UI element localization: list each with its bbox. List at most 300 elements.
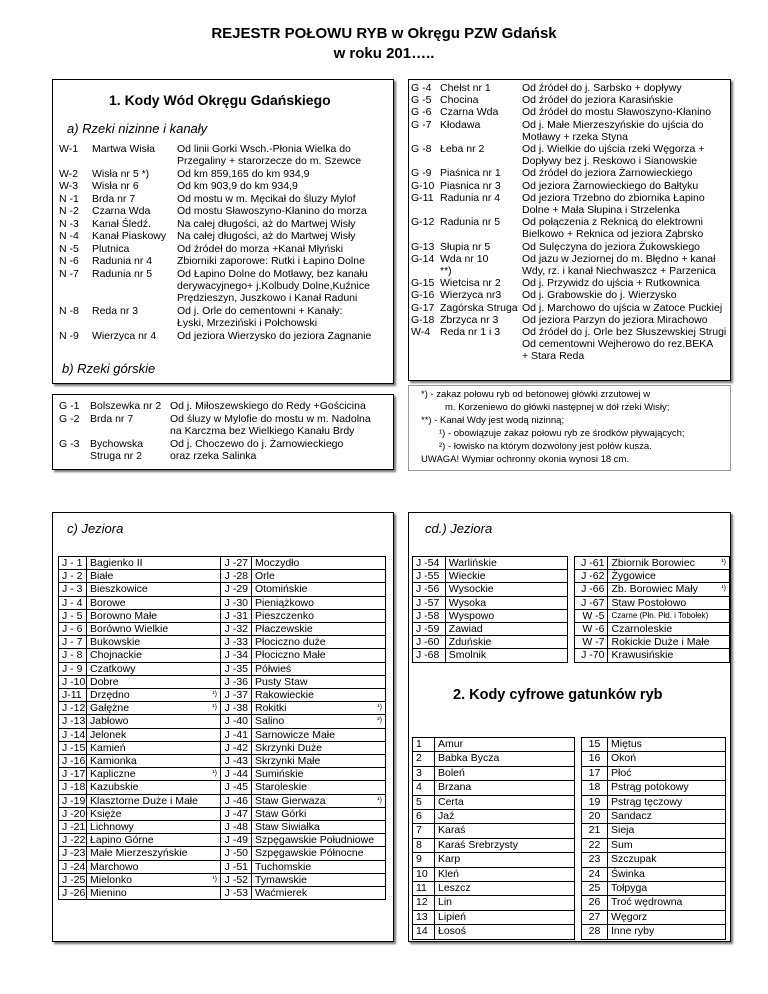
table-cell: Pieniążkowo: [252, 596, 362, 609]
table-cell: J -56: [413, 583, 446, 596]
lowland-rivers-heading: a) Rzeki nizinne i kanały: [67, 121, 208, 136]
table-cell: Rakowieckie: [252, 689, 362, 702]
table-cell: J -29: [221, 583, 252, 596]
footnote-mark-cell: [362, 781, 386, 794]
spacer-cell: [575, 896, 582, 910]
table-cell: Dobre: [87, 675, 187, 688]
table-cell: Rokitki: [252, 702, 362, 715]
river-code: W-4: [411, 326, 431, 338]
table-cell: J -10: [59, 675, 87, 688]
river-code: G -8: [411, 143, 432, 155]
table-cell: 18: [582, 781, 608, 795]
table-cell: J -33: [221, 636, 252, 649]
table-cell: Karaś Srebrzysty: [435, 838, 575, 852]
table-cell: Żygowice: [608, 570, 716, 583]
river-code: N -5: [59, 242, 79, 255]
fish-row: [413, 910, 726, 924]
lakes-continued-panel: [408, 512, 731, 942]
table-cell: Miętus: [608, 738, 726, 752]
table-cell: Kapliczne: [87, 768, 187, 781]
section-1-heading: 1. Kody Wód Okręgu Gdańskiego: [109, 92, 331, 108]
table-cell: Staw Postołowo: [608, 596, 716, 609]
spacer-cell: [575, 867, 582, 881]
table-cell: 2: [413, 752, 435, 766]
river-name: Reda nr 3: [92, 304, 139, 317]
table-cell: Krawusińskie: [608, 649, 716, 662]
river-code: G-16: [411, 289, 435, 302]
table-cell: J -54: [413, 557, 446, 570]
lake-row: [59, 596, 386, 609]
table-cell: 27: [582, 910, 608, 924]
table-cell: Sarnowicze Małe: [252, 728, 362, 741]
table-cell: J -60: [413, 636, 446, 649]
table-cell: Księże: [87, 807, 187, 820]
footnotes-panel: [408, 385, 731, 471]
fish-row: [413, 882, 726, 896]
footnote-mark-cell: [362, 794, 386, 807]
river-description: derywacyjnego+ j.Kolbudy Dolne,Kuźnice: [177, 279, 370, 292]
river-description: Od mostu Sławoszyno-Kłanino do morza: [177, 205, 367, 218]
river-description: Od źródeł do jeziora Żarnowieckiego: [522, 167, 693, 180]
fish-row: [413, 925, 726, 939]
spacer-cell: [575, 766, 582, 780]
table-cell: Staw Gierwaza: [252, 794, 362, 807]
table-cell: Tołpyga: [608, 882, 726, 896]
river-name: Plutnica: [92, 242, 130, 255]
fish-row: [413, 824, 726, 838]
lake-row: [59, 887, 386, 900]
river-name: Brda nr 7: [92, 192, 136, 205]
river-description: oraz rzeka Salinka: [170, 450, 257, 463]
table-cell: Kleń: [435, 867, 575, 881]
river-description: Od mostu w m. Męcikał do śluzy Mylof: [177, 192, 356, 205]
river-description: Od jeziora Wierzysko do jeziora Zagnanie: [177, 329, 372, 342]
footnote: ²) - łowisko na którym dozwolony jest połów kusza.: [439, 441, 652, 452]
table-cell: J -19: [59, 794, 87, 807]
footnote-mark-cell: [187, 728, 221, 741]
footnote-mark-cell: [716, 583, 730, 596]
fish-codes-table: [412, 737, 726, 940]
footnote-mark-cell: [362, 689, 386, 702]
table-cell: Bukowskie: [87, 636, 187, 649]
table-cell: 13: [413, 910, 435, 924]
lake-row: [59, 689, 386, 702]
footnote-mark-cell: [187, 675, 221, 688]
document-title: REJESTR POŁOWU RYB w Okręgu PZW Gdańsk: [211, 25, 557, 42]
table-cell: J -16: [59, 755, 87, 768]
river-description: Na całej długości, aż do Martwej Wisły: [177, 217, 356, 230]
table-cell: Borowe: [87, 596, 187, 609]
river-description: Na całej długości, aż do Martwej Wisły: [177, 230, 356, 243]
footnote-mark-cell: [716, 609, 730, 622]
footnote: *) - zakaz połowu ryb od betonowej główki zrzutowej w: [421, 389, 651, 400]
river-description: Od źródeł do mostu Sławoszyno-Kłanino: [522, 106, 712, 119]
river-description: Od j. Miłoszewskiego do Redy +Gościcina: [170, 400, 366, 412]
river-name: Bolszewka nr 2: [90, 400, 162, 412]
footnote-mark-cell: [187, 583, 221, 596]
table-cell: Świnka: [608, 867, 726, 881]
footnote-mark: ¹): [212, 704, 217, 712]
river-code: G -1: [59, 400, 80, 412]
footnote-mark-cell: [362, 807, 386, 820]
lake-row: [413, 596, 730, 609]
table-cell: Warlińskie: [445, 557, 567, 570]
spacer-cell: [575, 910, 582, 924]
table-cell: J - 2: [59, 570, 87, 583]
river-name: Zagórska Struga: [440, 301, 518, 314]
river-description: Od j. Grabowskie do j. Wierzysko: [522, 289, 677, 302]
table-cell: 21: [582, 824, 608, 838]
footnote-mark-cell: [362, 609, 386, 622]
table-cell: Okoń: [608, 752, 726, 766]
footnote-mark-cell: [187, 636, 221, 649]
table-cell: Amur: [435, 738, 575, 752]
spacer-cell: [575, 838, 582, 852]
lowland-rivers-panel: [52, 79, 394, 384]
table-cell: Certa: [435, 795, 575, 809]
river-description: Od źródeł do morza +Kanał Młyński: [177, 242, 344, 255]
river-code: N -8: [59, 304, 79, 317]
river-name: Chełst nr 1: [440, 82, 491, 94]
table-cell: Klasztorne Duże i Małe: [87, 794, 187, 807]
lake-row: [413, 557, 730, 570]
lake-row: [59, 728, 386, 741]
footnote-mark-cell: [362, 755, 386, 768]
lake-row: [59, 873, 386, 886]
table-cell: Łapino Górne: [87, 834, 187, 847]
river-code: N -1: [59, 192, 79, 205]
table-cell: J -51: [221, 860, 252, 873]
table-cell: J -70: [574, 649, 608, 662]
footnote-mark: ¹): [212, 875, 217, 883]
river-code: G -2: [59, 412, 80, 425]
river-description: Dopływy bez j. Reskowo i Sianowskie: [522, 155, 698, 168]
table-cell: 11: [413, 882, 435, 896]
river-description: Od j. Wielkie do ujścia rzeki Węgorza +: [522, 143, 705, 155]
mountain-rivers-panel: [52, 394, 394, 470]
table-cell: J -24: [59, 860, 87, 873]
table-cell: Pstrąg potokowy: [608, 781, 726, 795]
table-cell: 14: [413, 925, 435, 939]
table-cell: 9: [413, 853, 435, 867]
river-name: Wierzyca nr 4: [92, 329, 157, 342]
table-cell: Drzędno: [87, 689, 187, 702]
table-cell: J -50: [221, 847, 252, 860]
table-cell: 24: [582, 867, 608, 881]
table-cell: 15: [582, 738, 608, 752]
spacer-cell: [575, 795, 582, 809]
river-code: G-13: [411, 240, 435, 253]
river-code: N -7: [59, 267, 79, 280]
table-cell: J -47: [221, 807, 252, 820]
table-cell: J -58: [413, 609, 446, 622]
footnote-mark: ¹): [377, 704, 382, 712]
river-name: Wda nr 10: [440, 252, 489, 265]
table-cell: Pusty Staw: [252, 675, 362, 688]
table-cell: J -12: [59, 702, 87, 715]
lake-row: [59, 609, 386, 622]
table-cell: Staw Siwiałka: [252, 821, 362, 834]
table-cell: Łosoś: [435, 925, 575, 939]
lake-row: [59, 860, 386, 873]
table-cell: Staw Górki: [252, 807, 362, 820]
footnote-mark-cell: [187, 702, 221, 715]
fish-row: [413, 838, 726, 852]
table-cell: W -7: [574, 636, 608, 649]
lake-row: [59, 623, 386, 636]
river-code: G -9: [411, 167, 432, 180]
river-description: Od j. Orle do cementowni + Kanały:: [177, 304, 343, 317]
river-name: Radunia nr 5: [440, 216, 501, 229]
table-cell: W -6: [574, 623, 608, 636]
spacer-cell: [567, 649, 574, 662]
table-cell: Rokickie Duże i Małe: [608, 636, 716, 649]
footnote-mark-cell: [362, 715, 386, 728]
spacer-cell: [575, 810, 582, 824]
river-code: G-11: [411, 191, 434, 204]
table-cell: Chojnackie: [87, 649, 187, 662]
river-description: Zbiorniki zaporowe: Rutki i Łapino Dolne: [177, 255, 365, 268]
lakes-panel: [52, 512, 394, 942]
table-cell: J -57: [413, 596, 446, 609]
river-name: Bychowska: [90, 437, 144, 450]
fish-row: [413, 853, 726, 867]
table-cell: J -52: [221, 873, 252, 886]
table-cell: Troć wędrowna: [608, 896, 726, 910]
table-cell: Babka Bycza: [435, 752, 575, 766]
lake-row: [59, 834, 386, 847]
river-code: G -3: [59, 437, 80, 450]
river-name: Wierzyca nr3: [440, 289, 502, 302]
footnote-mark-cell: [716, 570, 730, 583]
table-cell: Sum: [608, 838, 726, 852]
river-description: Od połączenia z Reknicą do elektrowni: [522, 216, 703, 229]
mountain-rivers-continued-panel: [408, 79, 731, 381]
lake-row: [59, 662, 386, 675]
table-cell: Jaź: [435, 810, 575, 824]
spacer-cell: [575, 738, 582, 752]
table-cell: Wyspowo: [445, 609, 567, 622]
table-cell: Gałężne: [87, 702, 187, 715]
river-code: G-14: [411, 252, 435, 265]
river-description: Od jeziora Żarnowieckiego do Bałtyku: [522, 179, 699, 192]
table-cell: Kamień: [87, 741, 187, 754]
river-code: G-17: [411, 301, 435, 314]
table-cell: J -43: [221, 755, 252, 768]
fish-row: [413, 896, 726, 910]
river-description: Od cementowni Wejherowo do rez.BEKA: [522, 338, 714, 351]
table-cell: Płaczewskie: [252, 623, 362, 636]
table-cell: Czatkowy: [87, 662, 187, 675]
table-cell: J -37: [221, 689, 252, 702]
river-name: Chocina: [440, 94, 479, 107]
fish-row: [413, 752, 726, 766]
table-cell: J -55: [413, 570, 446, 583]
footnote-mark-cell: [362, 662, 386, 675]
river-code: G-12: [411, 216, 435, 229]
table-cell: 25: [582, 882, 608, 896]
footnote-mark-cell: [187, 596, 221, 609]
river-description: Od linii Gorki Wsch.-Płonia Wielka do: [177, 143, 351, 155]
footnote-mark-cell: [362, 768, 386, 781]
river-name: Radunia nr 4: [440, 191, 501, 204]
table-cell: Brzana: [435, 781, 575, 795]
footnote-mark-cell: [362, 860, 386, 873]
table-cell: J -35: [221, 662, 252, 675]
table-cell: J -42: [221, 741, 252, 754]
river-code: N -9: [59, 329, 79, 342]
footnote-mark-cell: [187, 821, 221, 834]
river-code: N -2: [59, 205, 79, 218]
river-name: Kanał Piaskowy: [92, 230, 167, 243]
table-cell: J - 8: [59, 649, 87, 662]
river-name: Kanał Śledź.: [92, 217, 151, 230]
table-cell: 8: [413, 838, 435, 852]
lake-row: [59, 649, 386, 662]
table-cell: J - 5: [59, 609, 87, 622]
table-cell: Tuchomskie: [252, 860, 362, 873]
river-name: Struga nr 2: [90, 450, 142, 463]
river-code: G-18: [411, 313, 435, 326]
table-cell: J -31: [221, 609, 252, 622]
table-cell: 5: [413, 795, 435, 809]
lakes-heading: c) Jeziora: [67, 521, 124, 536]
table-cell: Jelonek: [87, 728, 187, 741]
table-cell: J -13: [59, 715, 87, 728]
river-code: N -4: [59, 230, 79, 243]
footnote-mark-cell: [187, 662, 221, 675]
table-cell: 6: [413, 810, 435, 824]
table-cell: Waćmierek: [252, 887, 362, 900]
river-description: Od j. Małe Mierzeszyńskie do ujścia do: [522, 118, 704, 131]
footnote-mark: ¹): [721, 585, 726, 593]
table-cell: Skrzynki Duże: [252, 741, 362, 754]
fish-row: [413, 810, 726, 824]
footnote-mark-cell: [716, 596, 730, 609]
table-cell: Wysockie: [445, 583, 567, 596]
table-cell: Borówno Wielkie: [87, 623, 187, 636]
table-cell: Kamionka: [87, 755, 187, 768]
footnote-mark-cell: [362, 887, 386, 900]
lakes-continued-table: [412, 556, 730, 663]
table-cell: J -67: [574, 596, 608, 609]
footnote-mark-cell: [187, 834, 221, 847]
table-cell: Mienino: [87, 887, 187, 900]
table-cell: 12: [413, 896, 435, 910]
section-2-heading: 2. Kody cyfrowe gatunków ryb: [453, 687, 663, 703]
table-cell: J -17: [59, 768, 87, 781]
river-description: Wdy, rz. i kanał Niechwaszcz + Parzenica: [522, 265, 716, 277]
footnote: m. Korzeniewo do główki następnej w dół rzeki Wisły;: [445, 402, 670, 413]
table-cell: 22: [582, 838, 608, 852]
lake-row: [413, 609, 730, 622]
river-description: Przegaliny + starorzecze do m. Szewce: [177, 155, 362, 168]
footnote-mark: ¹): [212, 691, 217, 699]
footnote-mark-cell: [362, 570, 386, 583]
table-cell: J -34: [221, 649, 252, 662]
table-cell: Lipień: [435, 910, 575, 924]
spacer-cell: [575, 824, 582, 838]
lakes-continued-heading: cd.) Jeziora: [425, 521, 493, 536]
table-cell: Zbiornik Borowiec: [608, 557, 716, 570]
footnote-mark-cell: [187, 847, 221, 860]
table-cell: Szpęgawskie Północne: [252, 847, 362, 860]
lake-row: [413, 636, 730, 649]
table-cell: J -46: [221, 794, 252, 807]
lake-row: [59, 807, 386, 820]
spacer-cell: [575, 781, 582, 795]
footnote-mark-cell: [187, 649, 221, 662]
lake-row: [413, 583, 730, 596]
river-description: Od źródeł do j. Sarbsko + dopływy: [522, 82, 682, 94]
table-cell: J -32: [221, 623, 252, 636]
river-code: N -3: [59, 217, 79, 230]
footnote-mark-cell: [362, 675, 386, 688]
footnote-mark-cell: [187, 860, 221, 873]
table-cell: J -41: [221, 728, 252, 741]
river-description: Od źródeł do jeziora Karasińskie: [522, 94, 674, 107]
table-cell: Zawiad: [445, 623, 567, 636]
table-cell: 28: [582, 925, 608, 939]
footnote-mark: ¹): [212, 770, 217, 778]
table-cell: J -62: [574, 570, 608, 583]
table-cell: 4: [413, 781, 435, 795]
table-cell: Marchowo: [87, 860, 187, 873]
spacer-cell: [567, 596, 574, 609]
river-name: Kłodawa: [440, 118, 481, 131]
river-description: Motławy + rzeka Styna: [522, 130, 628, 143]
lake-row: [59, 768, 386, 781]
table-cell: Mielonko: [87, 873, 187, 886]
table-cell: Salino: [252, 715, 362, 728]
table-cell: Smolnik: [445, 649, 567, 662]
table-cell: Zb. Borowiec Mały: [608, 583, 716, 596]
table-cell: J -68: [413, 649, 446, 662]
river-code: N -6: [59, 255, 79, 268]
river-name: Reda nr 1 i 3: [440, 326, 501, 338]
footnote-mark-cell: [362, 583, 386, 596]
river-code: G -4: [411, 82, 432, 94]
footnote-mark: ¹): [377, 796, 382, 804]
fish-row: [413, 766, 726, 780]
river-description: Od j. Przywidz do ujścia + Rutkownica: [522, 277, 700, 290]
table-cell: Bagienko II: [87, 557, 187, 570]
footnote-mark-cell: [716, 623, 730, 636]
footnote-mark-cell: [187, 557, 221, 570]
table-cell: J -53: [221, 887, 252, 900]
lake-row: [59, 715, 386, 728]
table-cell: J -44: [221, 768, 252, 781]
river-description: na Karczma bez Wielkiego Kanału Brdy: [170, 425, 355, 438]
river-name: Słupia nr 5: [440, 240, 491, 253]
table-cell: Otomińskie: [252, 583, 362, 596]
table-cell: Skrzynki Małe: [252, 755, 362, 768]
table-cell: J -66: [574, 583, 608, 596]
footnote-mark-cell: [187, 715, 221, 728]
river-description: Od jazu w Jeziornej do m. Błędno + kanał: [522, 252, 716, 265]
table-cell: J - 1: [59, 557, 87, 570]
fish-row: [413, 867, 726, 881]
river-description: + Stara Reda: [522, 350, 585, 363]
river-description: Od jeziora Parzyn do jeziora Mirachowo: [522, 313, 708, 326]
spacer-cell: [575, 752, 582, 766]
table-cell: Jabłowo: [87, 715, 187, 728]
table-cell: Płoć: [608, 766, 726, 780]
table-cell: Pstrąg tęczowy: [608, 795, 726, 809]
river-description: Bielkowo + Reknica od jeziora Ząbrsko: [522, 228, 704, 241]
footnote: UWAGA! Wymiar ochronny okonia wynosi 18 cm.: [421, 454, 630, 465]
footnote-mark: ¹): [721, 559, 726, 566]
